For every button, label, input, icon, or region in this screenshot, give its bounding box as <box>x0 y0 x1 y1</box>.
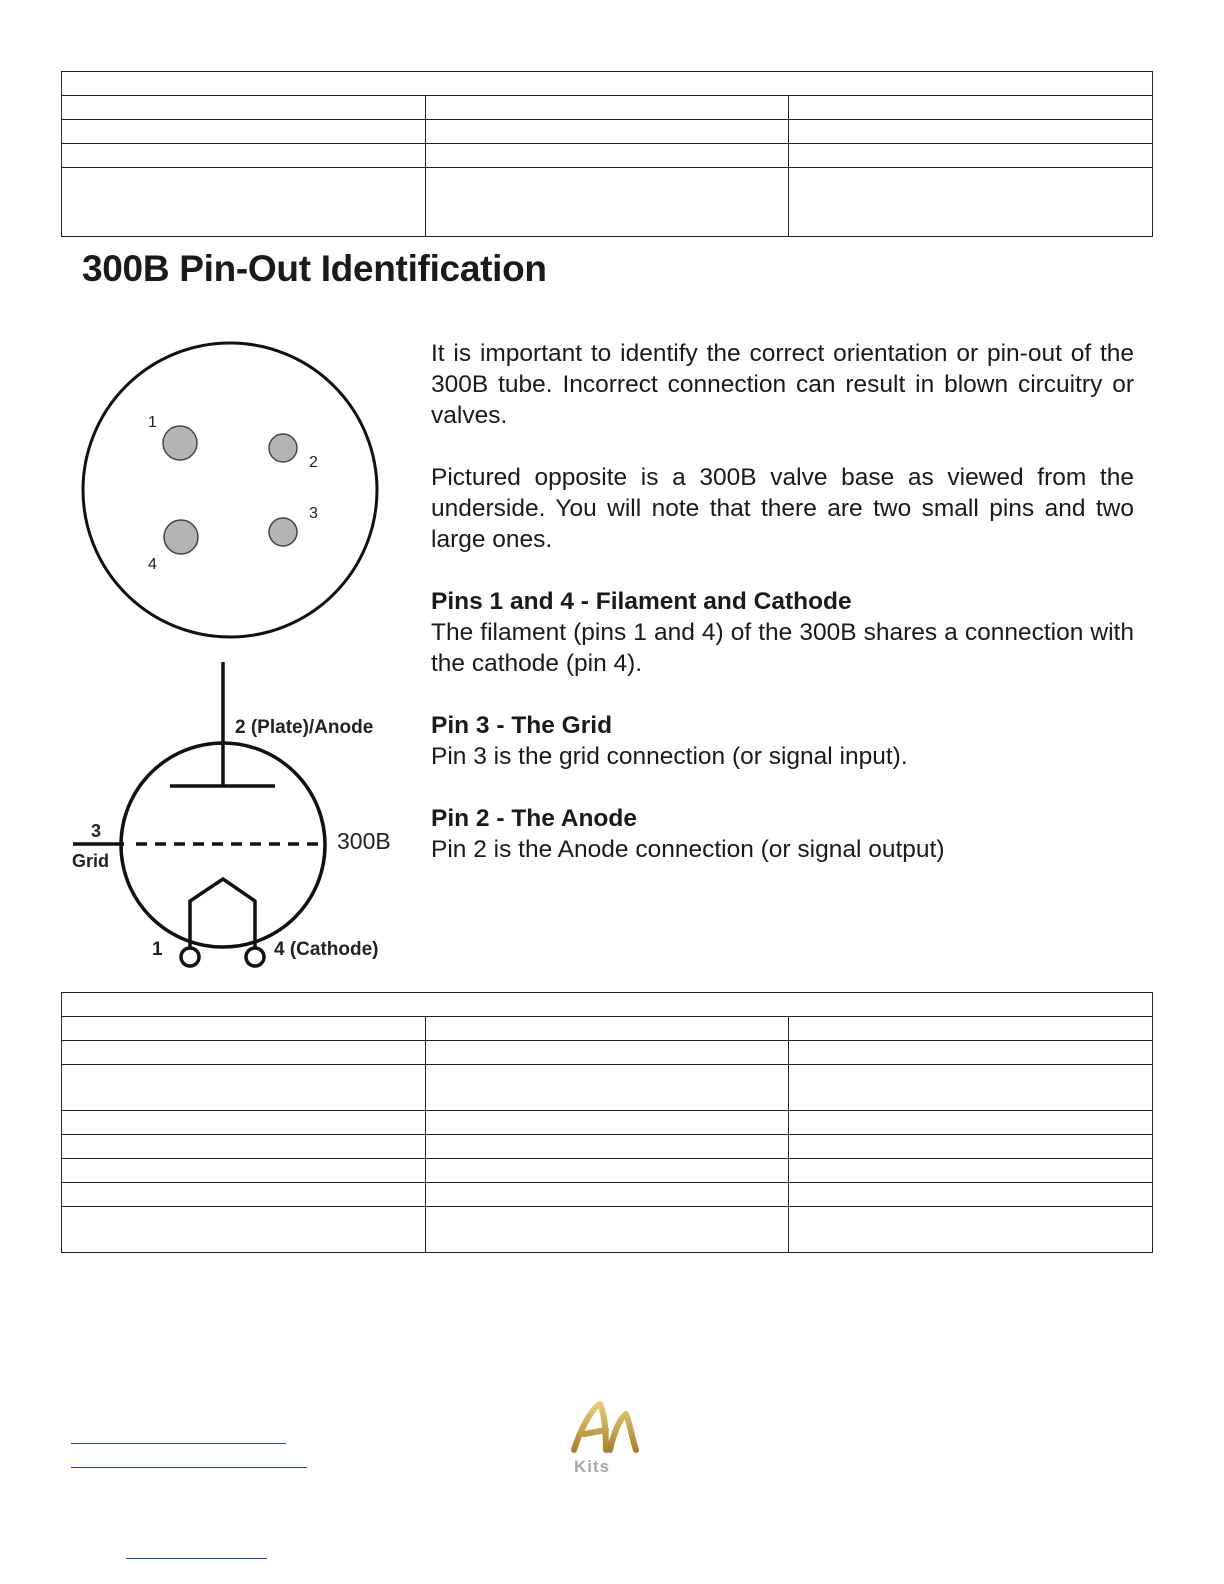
grid-number-label: 3 <box>91 821 102 841</box>
filament <box>190 879 255 947</box>
paragraph-underside: Pictured opposite is a 300B valve base as viewed from the underside. You will note that there are two small pins and two large ones. <box>431 464 1134 553</box>
cathode-label: 4 (Cathode) <box>274 939 379 960</box>
tube-type-label: 300B <box>337 828 391 854</box>
table-header-cell <box>62 72 1153 96</box>
heading-pins-1-4: Pins 1 and 4 - Filament and Cathode <box>431 588 852 615</box>
anode-label: 2 (Plate)/Anode <box>235 717 374 738</box>
pin-1-symbol-label: 1 <box>152 939 163 960</box>
pin-2-label: 2 <box>309 454 318 471</box>
text-pin-3: Pin 3 is the grid connection (or signal input). <box>431 743 908 770</box>
pin-1-label: 1 <box>148 414 157 431</box>
table-header-cell <box>62 993 1153 1017</box>
paragraph-pin-2 <box>431 803 1134 865</box>
pin-1-terminal <box>181 948 199 966</box>
pin-3-label: 3 <box>309 505 318 522</box>
bottom-table <box>61 992 1153 1253</box>
pin-4-hole <box>164 520 198 554</box>
triode-symbol-diagram <box>60 655 405 975</box>
paragraph-pins-1-4 <box>431 586 1134 679</box>
pin-3-hole <box>269 518 297 546</box>
logo-mark <box>574 1404 636 1450</box>
valve-base-outline <box>83 343 377 637</box>
top-table <box>61 71 1153 237</box>
grid-label: Grid <box>72 851 110 871</box>
text-pins-1-4: The filament (pins 1 and 4) of the 300B shares a connection with the cathode (pin 4). <box>431 619 1134 677</box>
pin-4-label: 4 <box>148 556 157 573</box>
footer-link-2[interactable] <box>71 1467 307 1468</box>
valve-base-diagram <box>70 330 400 650</box>
logo-subtext: Kits <box>574 1457 611 1476</box>
pin-1-hole <box>163 426 197 460</box>
section-title: 300B Pin-Out Identification <box>82 248 547 289</box>
heading-pin-3: Pin 3 - The Grid <box>431 712 613 739</box>
pin-2-hole <box>269 434 297 462</box>
heading-pin-2: Pin 2 - The Anode <box>431 805 637 832</box>
an-kits-logo <box>566 1400 646 1478</box>
paragraph-pin-3 <box>431 710 1134 772</box>
paragraph-intro: It is important to identify the correct orientation or pin-out of the 300B tube. Incorrect connection can result in blown circuitry or valves. <box>431 340 1134 429</box>
pin-4-terminal <box>246 948 264 966</box>
footer-link-1[interactable] <box>71 1443 286 1444</box>
text-pin-2: Pin 2 is the Anode connection (or signal output) <box>431 836 945 863</box>
description-text <box>431 338 1134 865</box>
footer-link-3[interactable] <box>126 1558 267 1559</box>
